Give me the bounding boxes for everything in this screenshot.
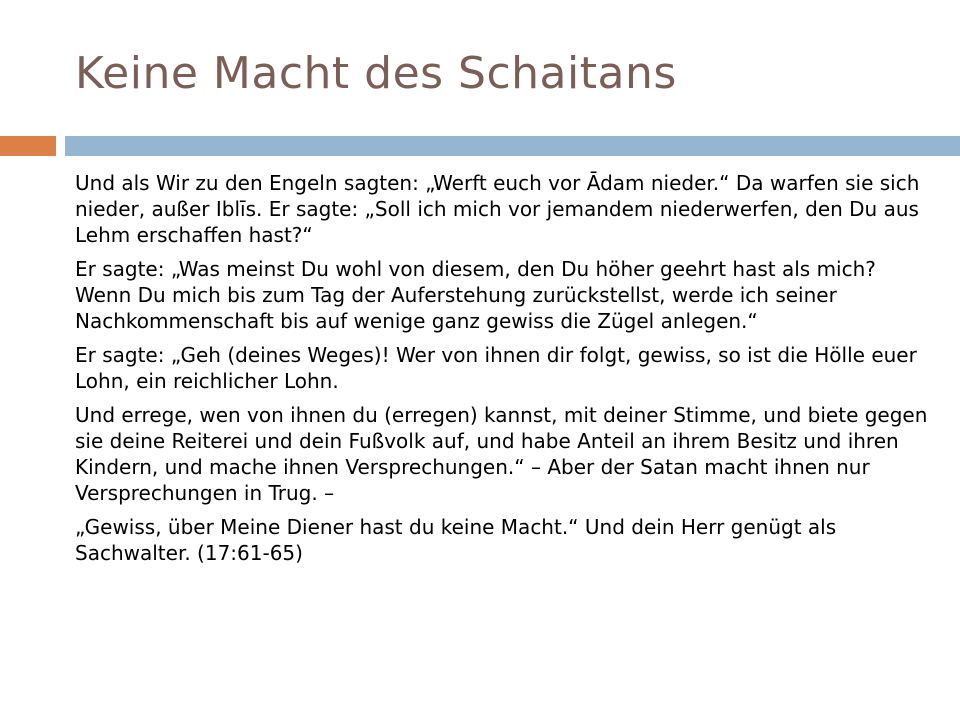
- body-paragraph-4: Und errege, wen von ihnen du (erregen) kannst, mit deiner Stimme, und biete gegen sie deine Reiterei und dein Fußvolk auf, und habe Anteil an ihrem Besitz und ihren Kindern, und mache ihnen Versprechungen.“ – Aber der Satan macht ihnen nur Versprechungen in Trug. –: [75, 403, 928, 505]
- body-paragraph-5: „Gewiss, über Meine Diener hast du keine Macht.“ Und dein Herr genügt als Sachwalter. (17:61-65): [75, 515, 837, 565]
- body-paragraph-2: Er sagte: „Was meinst Du wohl von diesem, den Du höher geehrt hast als mich? Wenn Du mich bis zum Tag der Auferstehung zurückstellst, werde ich seiner Nachkommenschaft bis auf wenige ganz gewiss die Zügel anlegen.“: [75, 257, 876, 333]
- slide-title: Keine Macht des Schaitans: [75, 48, 677, 99]
- body-paragraph-1: Und als Wir zu den Engeln sagten: „Werft euch vor Ādam nieder.“ Da warfen sie sich nieder, außer Iblīs. Er sagte: „Soll ich mich vor jemandem niederwerfen, den Du aus Lehm erschaffen hast?“: [75, 171, 920, 247]
- accent-bar-blue: [65, 136, 960, 156]
- accent-bar-orange: [0, 136, 56, 156]
- slide-body: [75, 170, 935, 574]
- body-paragraph-3: Er sagte: „Geh (deines Weges)! Wer von ihnen dir folgt, gewiss, so ist die Hölle euer Lohn, ein reichlicher Lohn.: [75, 343, 917, 393]
